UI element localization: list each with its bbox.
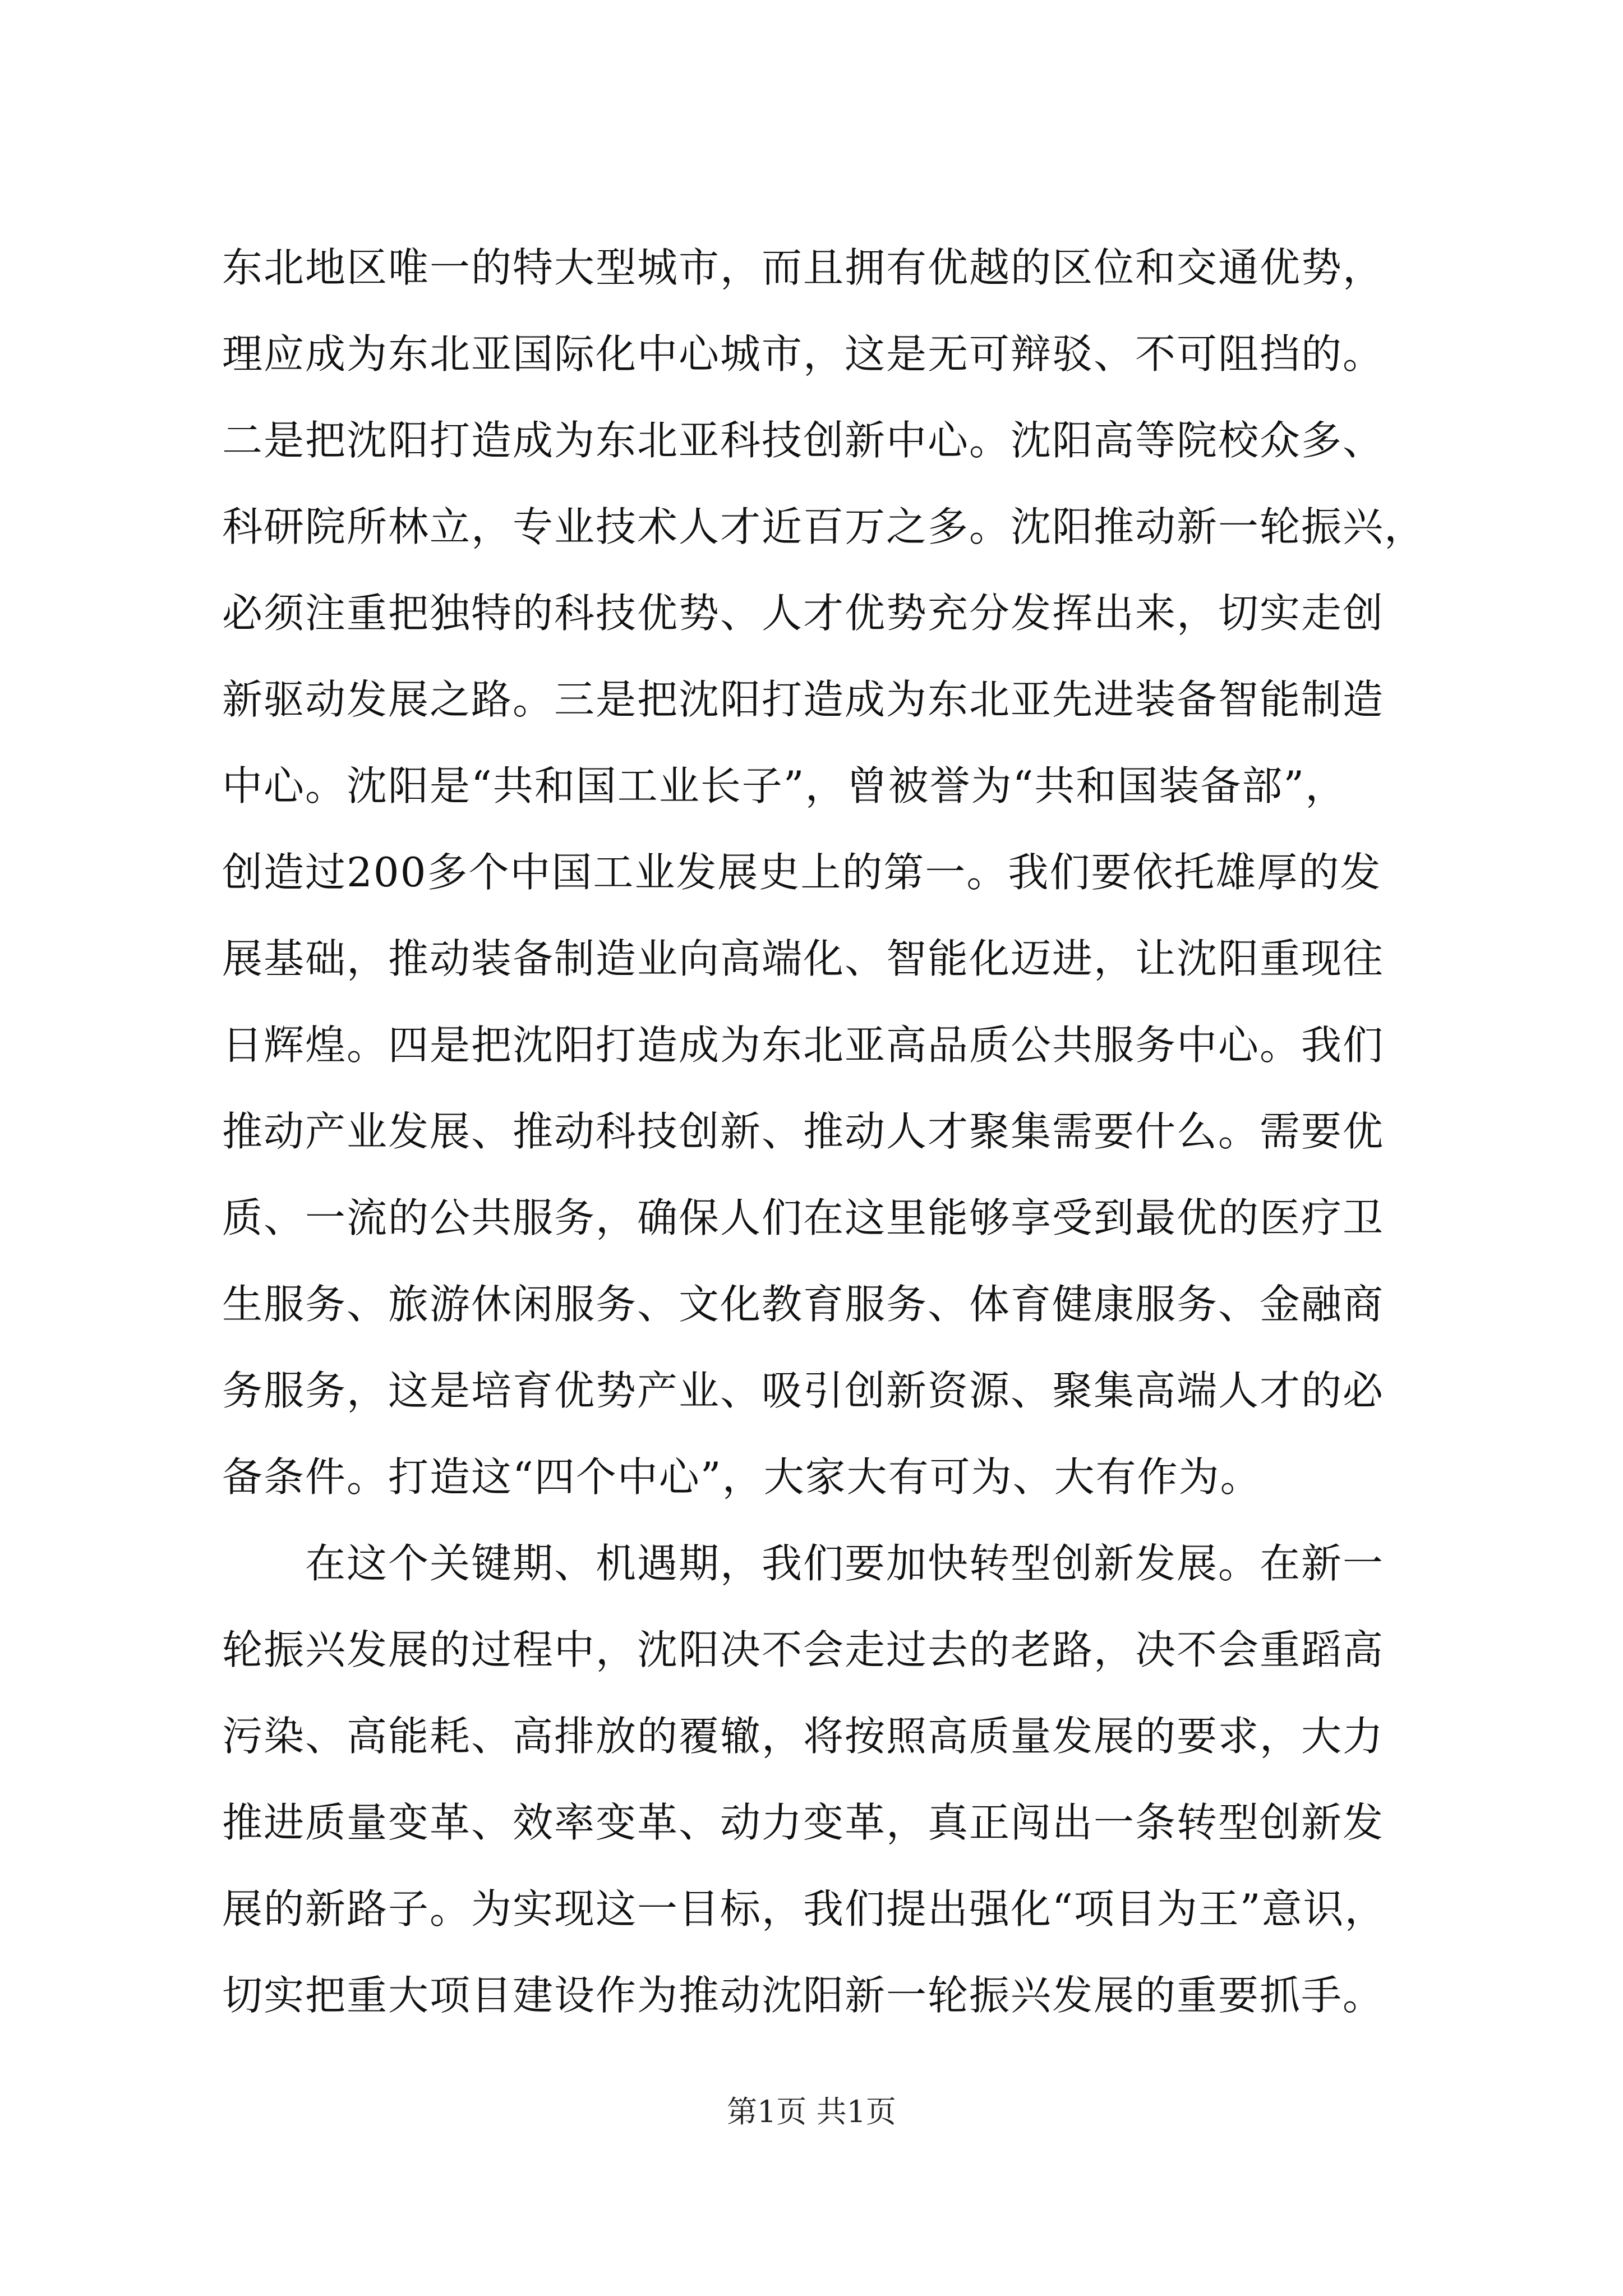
page-number-footer: 第1页 共1页 (727, 2094, 896, 2129)
text-line: 科研院所林立，专业技术人才近百万之多。沈阳推动新一轮振兴， (222, 503, 1426, 550)
text-line: 切实把重大项目建设作为推动沈阳新一轮振兴发展的重要抓手。 (222, 1972, 1385, 2019)
body-text (222, 224, 1445, 2039)
text-line: 务服务，这是培育优势产业、吸引创新资源、聚集高端人才的必 (222, 1367, 1385, 1414)
text-line: 生服务、旅游休闲服务、文化教育服务、体育健康服务、金融商 (222, 1281, 1385, 1328)
text-line: 日辉煌。四是把沈阳打造成为东北亚高品质公共服务中心。我们 (222, 1022, 1385, 1069)
text-line: 中心。沈阳是“共和国工业长子”，曾被誉为“共和国装备部”， (222, 762, 1347, 809)
text-line: 必须注重把独特的科技优势、人才优势充分发挥出来，切实走创 (222, 590, 1385, 637)
text-line: 推进质量变革、效率变革、动力变革，真正闯出一条转型创新发 (222, 1799, 1385, 1846)
text-line: 东北地区唯一的特大型城市，而且拥有优越的区位和交通优势， (222, 244, 1385, 291)
text-line: 轮振兴发展的过程中，沈阳决不会走过去的老路，决不会重蹈高 (222, 1626, 1385, 1673)
text-line: 污染、高能耗、高排放的覆辙，将按照高质量发展的要求，大力 (222, 1713, 1385, 1760)
text-line: 推动产业发展、推动科技创新、推动人才聚集需要什么。需要优 (222, 1108, 1385, 1155)
text-line: 展基础，推动装备制造业向高端化、智能化迈进，让沈阳重现往 (222, 935, 1385, 982)
text-line: 理应成为东北亚国际化中心城市，这是无可辩驳、不可阻挡的。 (222, 330, 1385, 378)
text-line: 展的新路子。为实现这一目标，我们提出强化“项目为王”意识， (222, 1885, 1386, 1932)
paragraph-start-line: 在这个关键期、机遇期，我们要加快转型创新发展。在新一 (305, 1540, 1385, 1587)
text-line: 新驱动发展之路。三是把沈阳打造成为东北亚先进装备智能制造 (222, 676, 1385, 723)
text-line: 备条件。打造这“四个中心”，大家大有可为、大有作为。 (222, 1453, 1262, 1501)
text-line: 二是把沈阳打造成为东北亚科技创新中心。沈阳高等院校众多、 (222, 417, 1385, 464)
text-line: 创造过200多个中国工业发展史上的第一。我们要依托雄厚的发 (222, 849, 1382, 896)
text-line: 质、一流的公共服务，确保人们在这里能够享受到最优的医疗卫 (222, 1194, 1385, 1241)
